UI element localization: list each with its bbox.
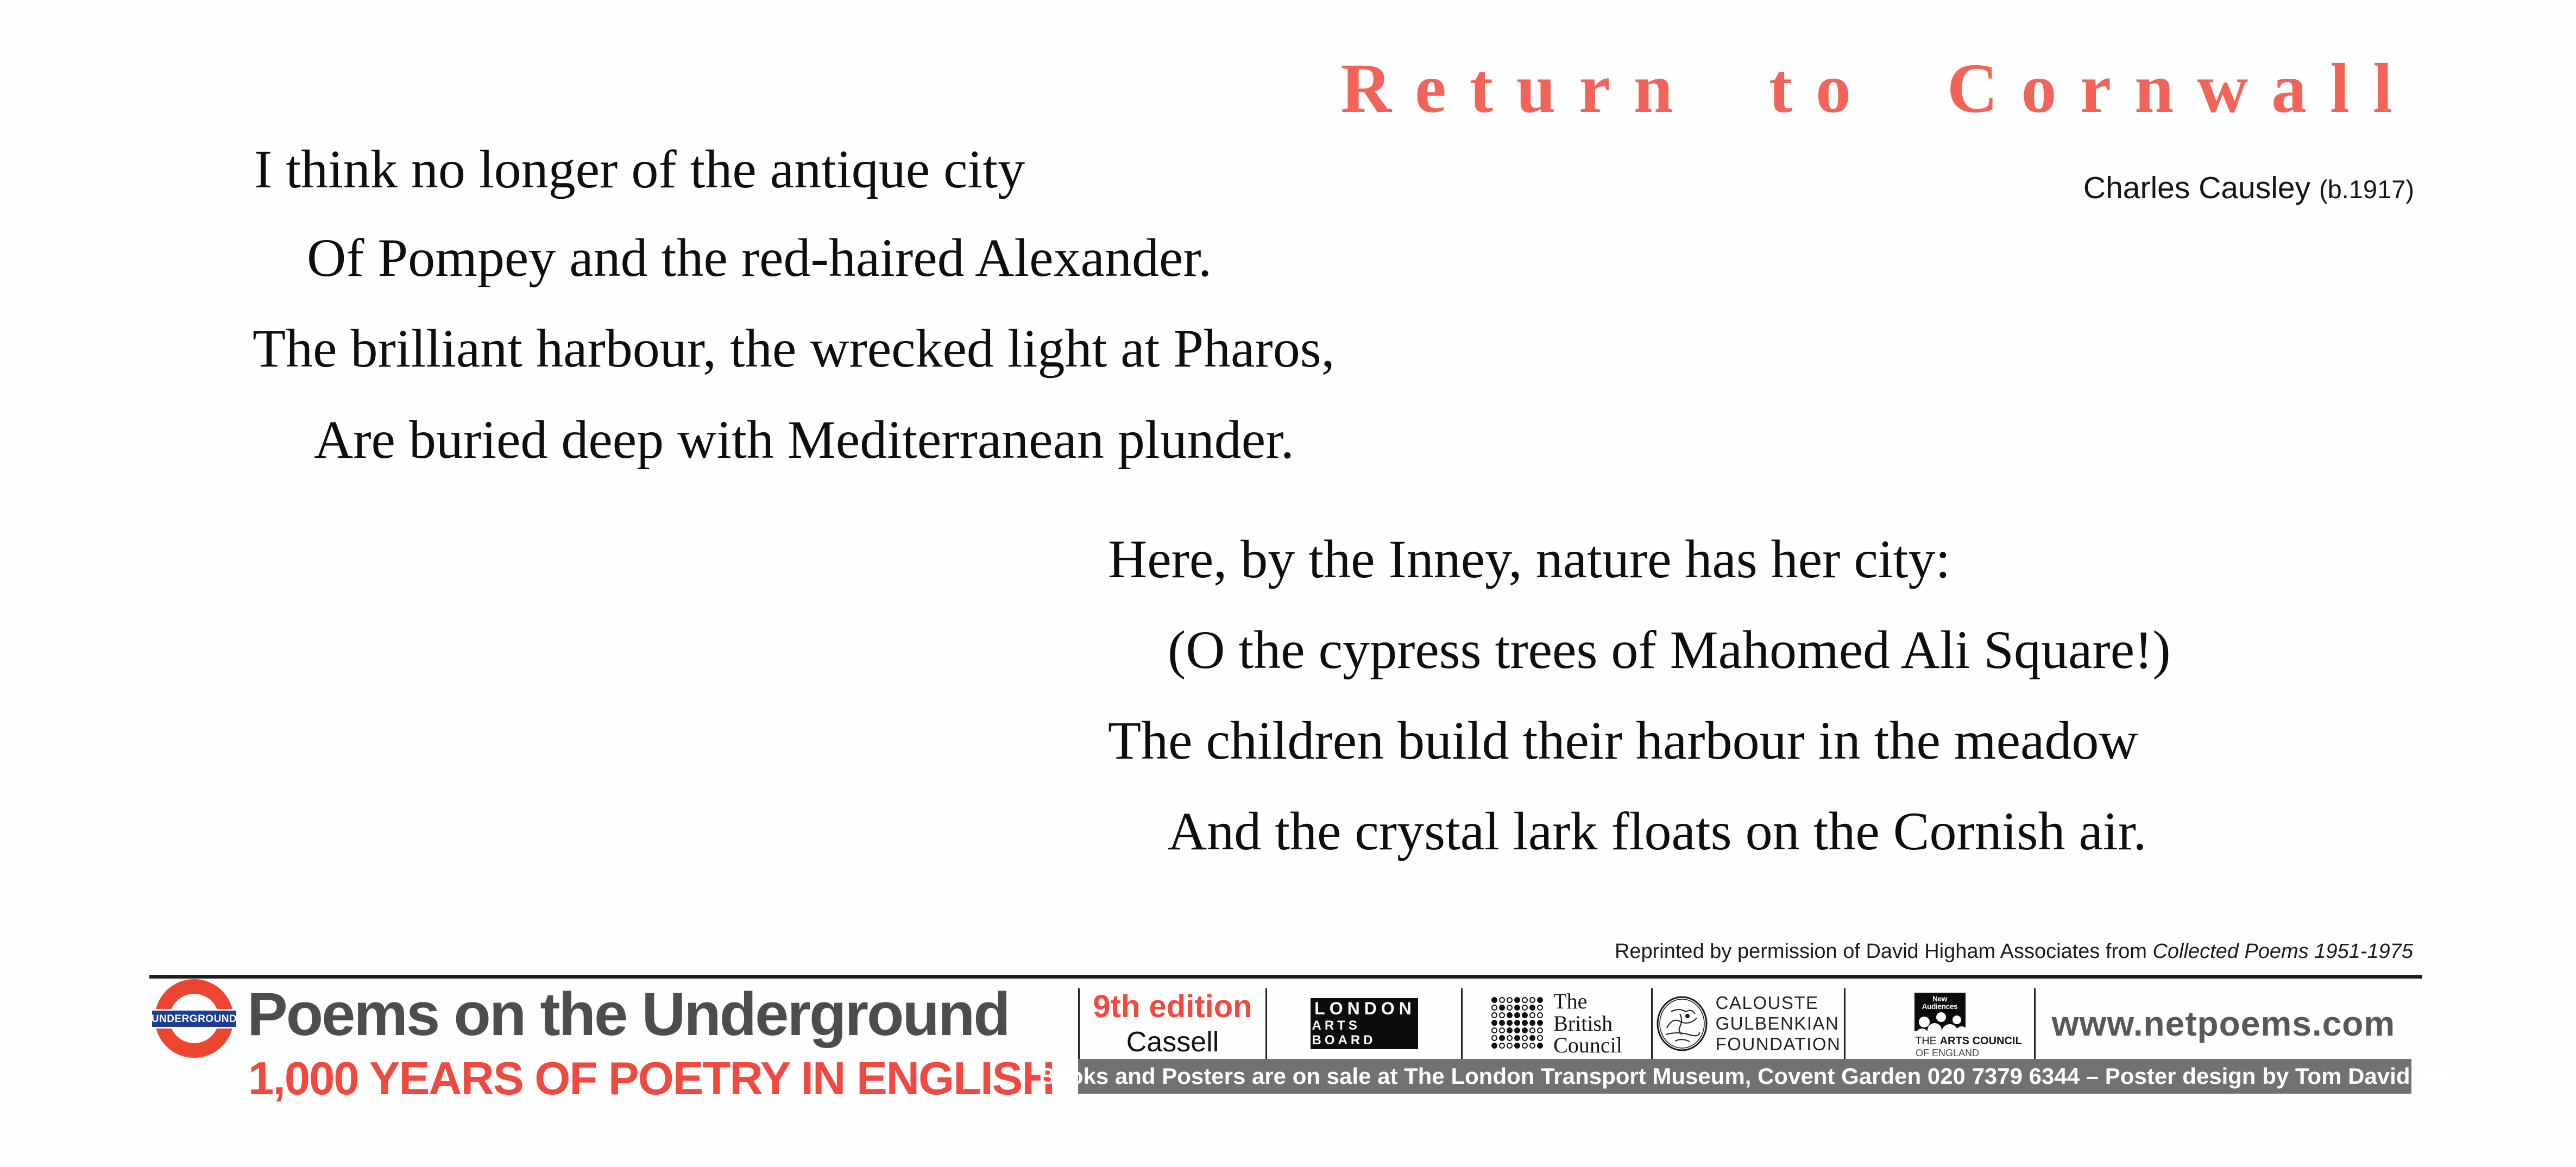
reprint-credit [1615, 941, 2413, 962]
london-arts-board-logo [1311, 998, 1418, 1049]
lab-line2: ARTS BOARD [1312, 1018, 1376, 1048]
edition-label: 9th edition [1093, 989, 1252, 1024]
poem-line: I think no longer of the antique city [254, 139, 1025, 199]
credit-source-title: Collected Poems 1951-1975 [2152, 940, 2413, 963]
british-council-label [1553, 988, 1622, 1058]
new-audiences-logo-icon [1914, 993, 1966, 1031]
lab-line1: LONDON [1314, 998, 1416, 1018]
poem-line: The children build their harbour in the meadow [1108, 710, 2138, 771]
underground-roundel-icon [151, 979, 237, 1058]
arts-council-line2: OF ENGLAND [1916, 1048, 1980, 1059]
gulb-line2: GULBENKIAN [1715, 1013, 1840, 1033]
publisher-label: Cassell [1126, 1026, 1219, 1058]
edition-box [1078, 988, 1265, 1059]
bc-line3: Council [1553, 1033, 1622, 1058]
poem-line: And the crystal lark floats on the Cornish air. [1168, 801, 2147, 861]
london-arts-board-box [1265, 988, 1461, 1059]
bc-line1: The [1553, 988, 1588, 1013]
website-url: www.netpoems.com [2051, 1004, 2396, 1043]
credit-text: Reprinted by permission of David Higham Associates from [1614, 940, 2153, 963]
sale-info-bar [1038, 1059, 2451, 1094]
arts-council-line1: THE ARTS COUNCIL [1915, 1035, 2022, 1048]
sale-info-text: Books and Posters are on sale at The London Transport Museum, Covent Garden 020 7379 6344 – Poster design by Tom Davidson [1038, 1063, 2451, 1089]
poem-line: Of Pompey and the red-haired Alexander. [307, 228, 1212, 288]
poem-line: (O the cypress trees of Mahomed Ali Square!) [1168, 620, 2171, 680]
brand-title: Poems on the Underground [247, 980, 1009, 1048]
bc-line2: British [1553, 1011, 1613, 1036]
poem-title: Return to Cornwall [1340, 49, 2416, 128]
gulbenkian-box [1651, 988, 1844, 1059]
gulb-line3: FOUNDATION [1715, 1034, 1841, 1055]
sponsor-logo-band [1078, 988, 2411, 1059]
gulbenkian-emblem-icon [1656, 995, 1708, 1052]
poem-line: Here, by the Inney, nature has her city: [1108, 529, 1951, 589]
poem-line: Are buried deep with Mediterranean plunder. [314, 409, 1294, 470]
website-box [2034, 988, 2411, 1059]
author-dates: (b.1917) [2319, 175, 2414, 204]
gulb-line1: CALOUSTE [1715, 992, 1819, 1013]
roundel-bar [150, 1009, 238, 1029]
british-council-box [1461, 988, 1651, 1059]
brand-subtitle: 1,000 YEARS OF POETRY IN ENGLISH [248, 1053, 1054, 1105]
gulbenkian-label [1716, 993, 1841, 1055]
arts-council-box [1844, 988, 2034, 1059]
roundel-label: UNDERGROUND [151, 1013, 237, 1025]
poem-line: The brilliant harbour, the wrecked light at Pharos, [253, 318, 1335, 379]
footer-divider [149, 975, 2422, 979]
author-name: Charles Causley [2083, 171, 2311, 205]
poem-author [2083, 173, 2414, 204]
british-council-dots-icon [1491, 997, 1545, 1050]
new-audiences-label: New Audiences [1922, 995, 1958, 1011]
